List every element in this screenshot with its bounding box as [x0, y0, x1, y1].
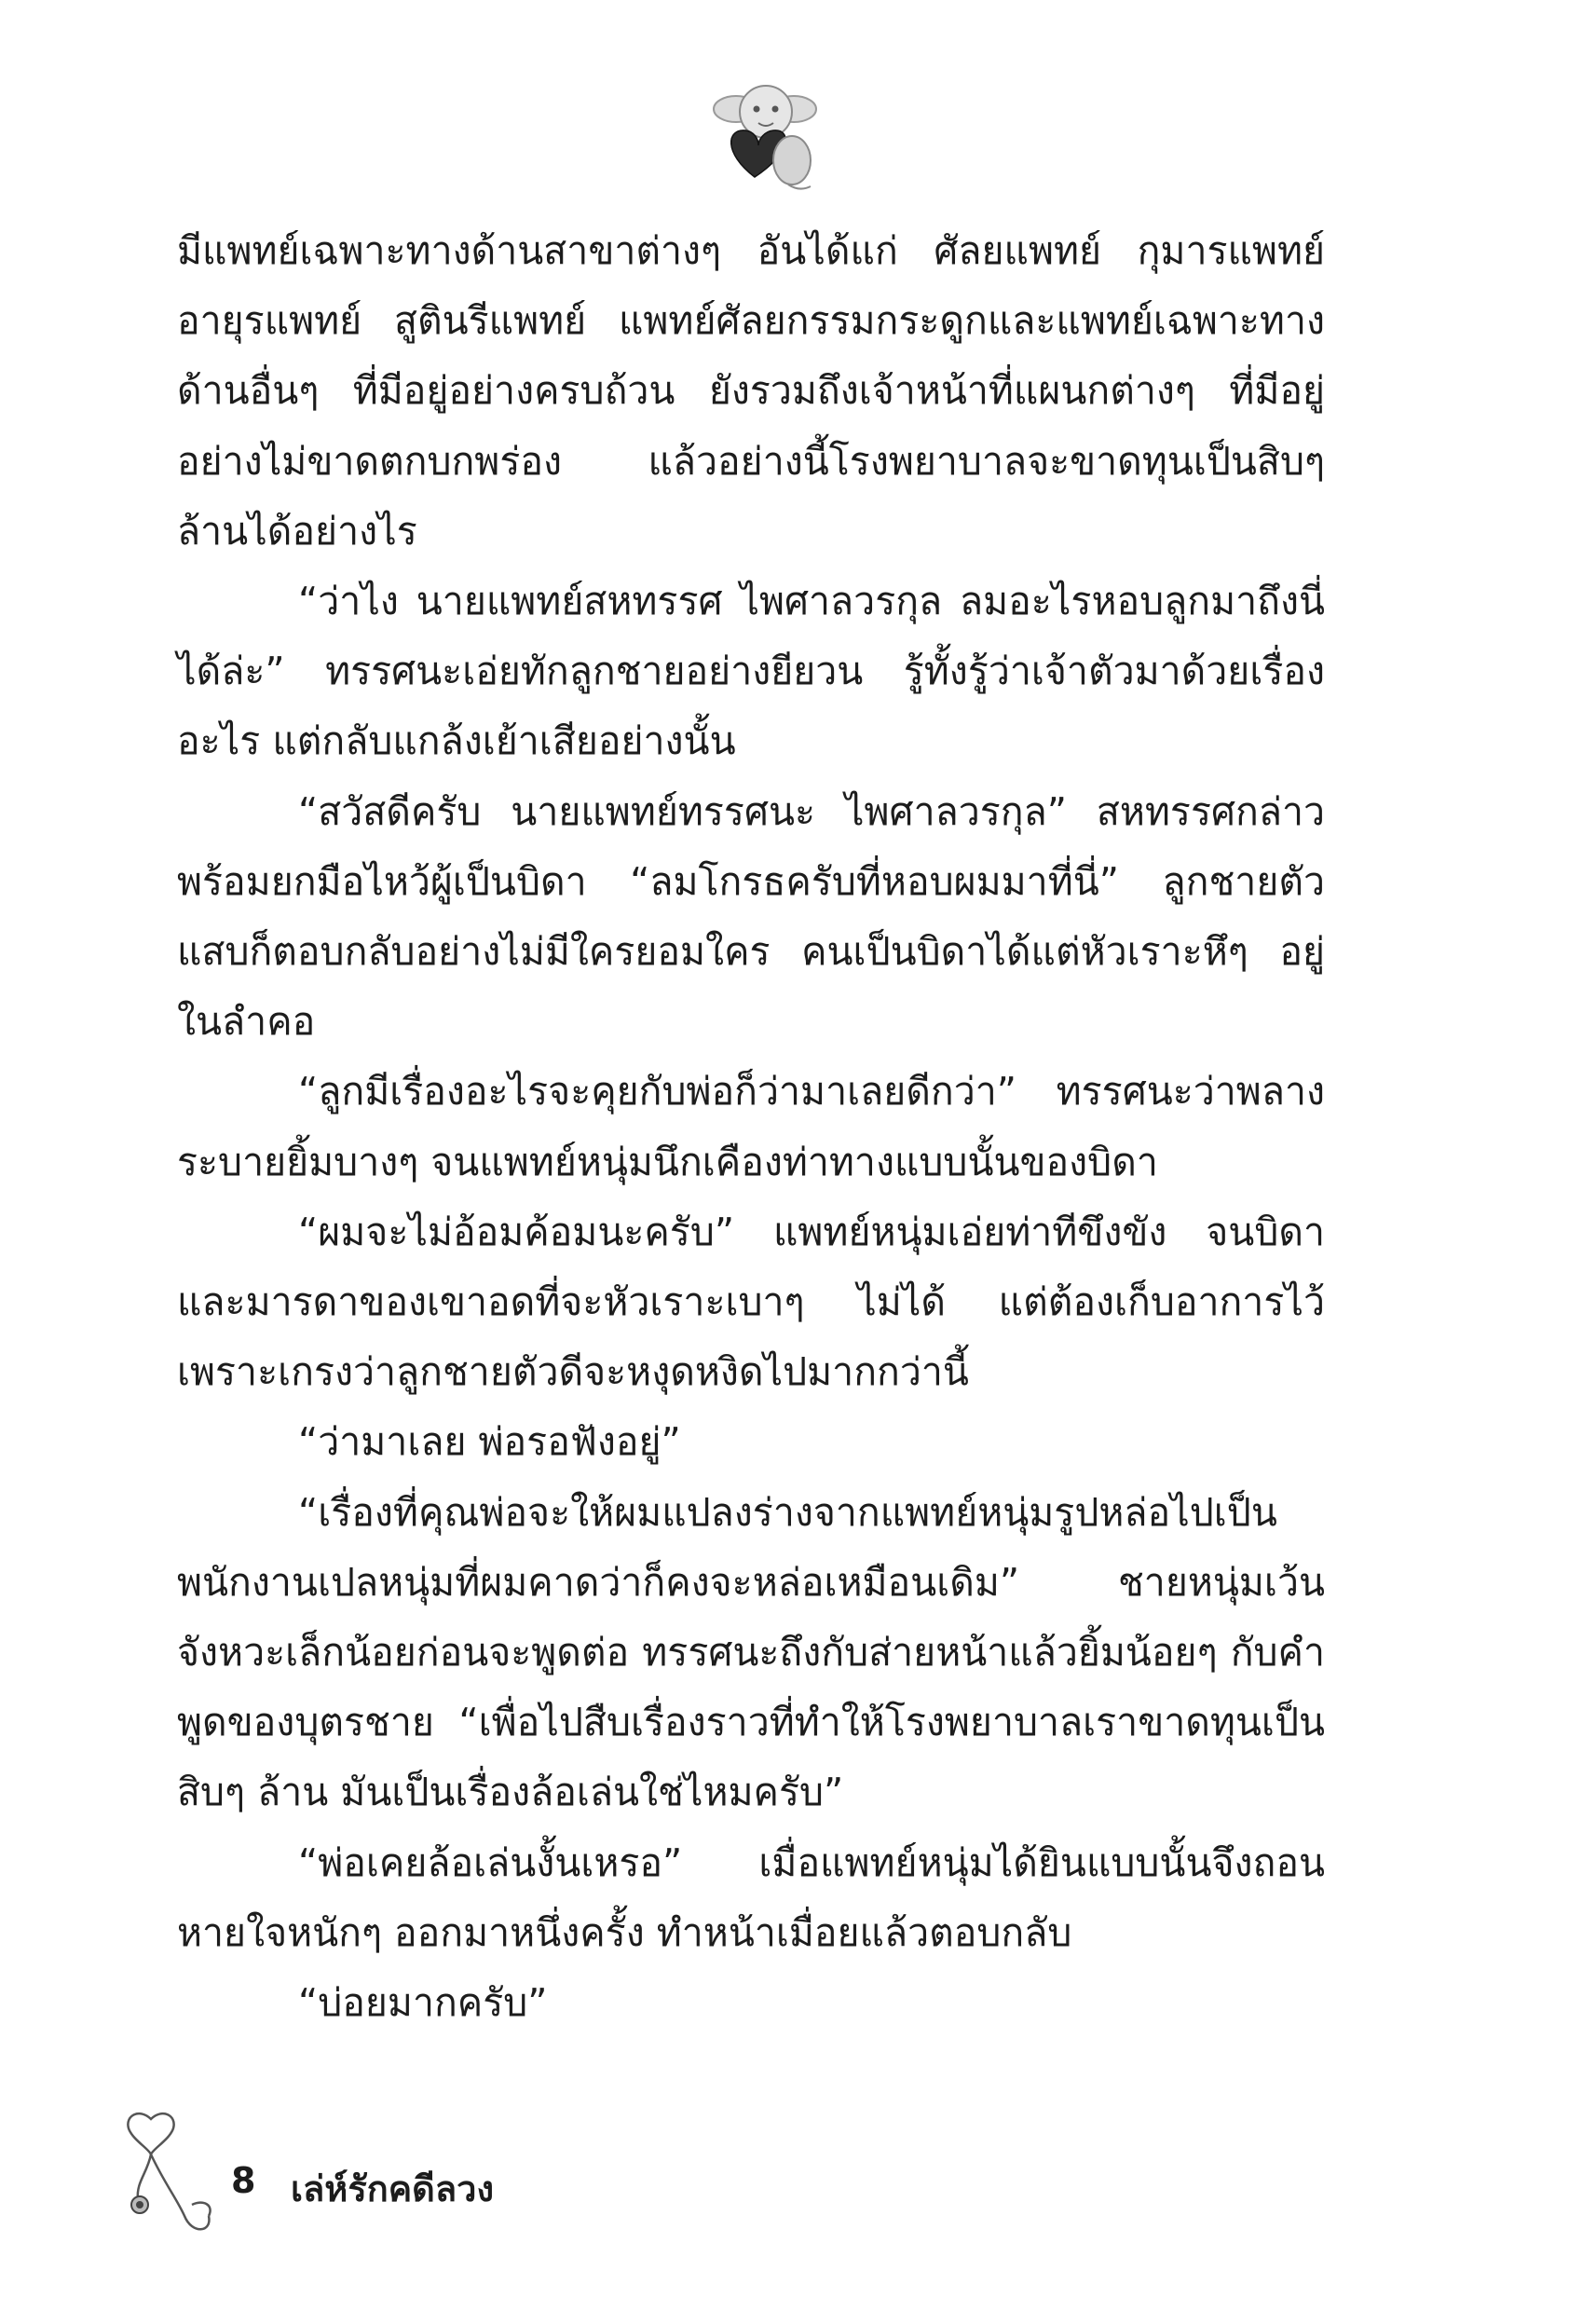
- body-text: [177, 216, 1325, 2038]
- book-title: เล่ห์รักคดีลวง: [291, 2168, 495, 2209]
- cupid-heart-icon: [699, 67, 829, 198]
- paragraph: “สวัสดีครับ นายแพทย์ทรรศนะ ไพศาลวรกุล” สหทรรศกล่าวพร้อมยกมือไหว้ผู้เป็นบิดา “ลมโกรธครับที่หอบผมมาที่นี่” ลูกชายตัวแสบก็ตอบกลับอย่างไม่มีใครยอมใคร คนเป็นบิดาได้แต่หัวเราะหึๆ อยู่ในลำคอ: [177, 788, 1325, 1045]
- paragraph: “ว่าไง นายแพทย์สหทรรศ ไพศาลวรกุล ลมอะไรหอบลูกมาถึงนี่ได้ล่ะ” ทรรศนะเอ่ยทักลูกชายอย่างยียวน รู้ทั้งรู้ว่าเจ้าตัวมาด้วยเรื่องอะไร แต่กลับแกล้งเย้าเสียอย่างนั้น: [177, 579, 1325, 764]
- paragraph: “เรื่องที่คุณพ่อจะให้ผมแปลงร่างจากแพทย์หนุ่มรูปหล่อไปเป็นพนักงานเปลหนุ่มที่ผมคาดว่าก็คงจะหล่อเหมือนเดิม” ชายหนุ่มเว้นจังหวะเล็กน้อยก่อนจะพูดต่อ ทรรศนะถึงกับส่ายหน้าแล้วยิ้มน้อยๆ กับคำพูดของบุตรชาย “เพื่อไปสืบเรื่องราวที่ทำให้โรงพยาบาลเราขาดทุนเป็นสิบๆ ล้าน มันเป็นเรื่องล้อเล่นใช่ไหมครับ”: [177, 1489, 1325, 1815]
- paragraph: มีแพทย์เฉพาะทางด้านสาขาต่างๆ อันได้แก่ ศัลยแพทย์ กุมารแพทย์ อายุรแพทย์ สูตินรีแพทย์ แพทย์ศัลยกรรมกระดูกและแพทย์เฉพาะทางด้านอื่นๆ ที่มีอยู่อย่างครบถ้วน ยังรวมถึงเจ้าหน้าที่แผนกต่างๆ ที่มีอยู่อย่างไม่ขาดตกบกพร่อง แล้วอย่างนี้โรงพยาบาลจะขาดทุนเป็นสิบๆ ล้านได้อย่างไร: [177, 228, 1325, 554]
- paragraph: “ว่ามาเลย พ่อรอฟังอยู่”: [298, 1419, 681, 1465]
- page-number: 8: [231, 2160, 256, 2201]
- paragraph: “พ่อเคยล้อเล่นงั้นเหรอ” เมื่อแพทย์หนุ่มได้ยินแบบนั้นจึงถอนหายใจหนักๆ ออกมาหนึ่งครั้ง ทำหน้าเมื่อยแล้วตอบกลับ: [177, 1839, 1325, 1955]
- paragraph: “ลูกมีเรื่องอะไรจะคุยกับพ่อก็ว่ามาเลยดีกว่า” ทรรศนะว่าพลางระบายยิ้มบางๆ จนแพทย์หนุ่มนึกเคืองท่าทางแบบนั้นของบิดา: [177, 1069, 1325, 1184]
- paragraph: “บ่อยมากครับ”: [298, 1980, 548, 2026]
- paragraph: “ผมจะไม่อ้อมค้อมนะครับ” แพทย์หนุ่มเอ่ยท่าทีขึงขัง จนบิดาและมารดาของเขาอดที่จะหัวเราะเบาๆ ไม่ได้ แต่ต้องเก็บอาการไว้เพราะเกรงว่าลูกชายตัวดีจะหงุดหงิดไปมากกว่านี้: [177, 1209, 1325, 1395]
- stethoscope-heart-icon: [123, 2108, 225, 2248]
